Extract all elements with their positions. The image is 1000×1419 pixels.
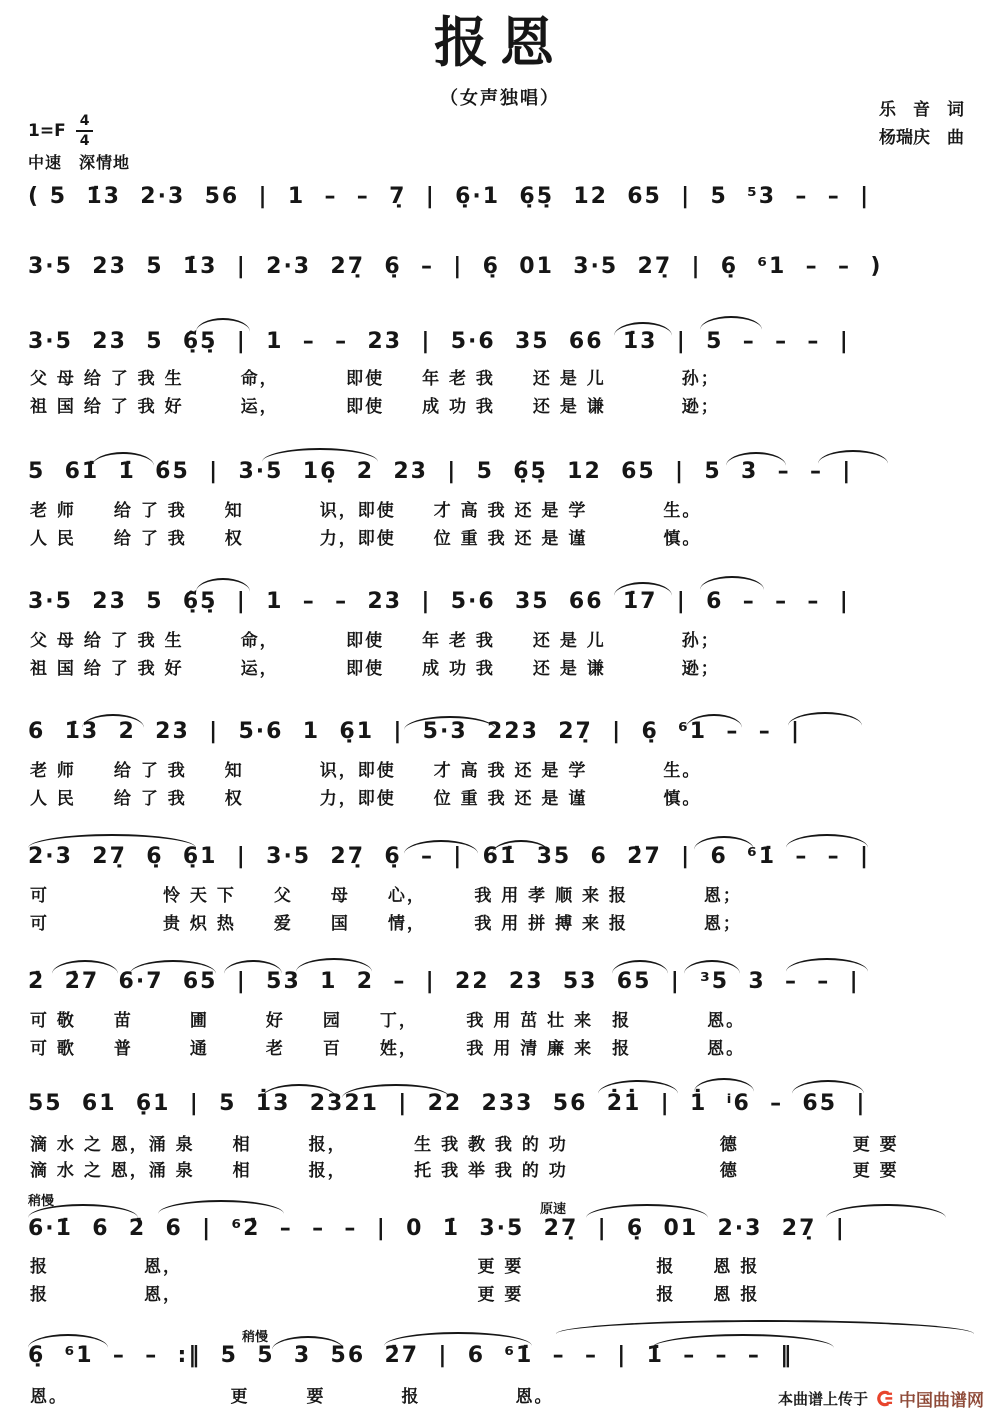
notation-line-3: 3·5 23 5 6̣̃5̣ | 1 – – 23 | 5·6 35 66 1̇3 | 5 – – – | — [28, 329, 850, 354]
slur-arc — [384, 1332, 532, 1346]
credits — [879, 96, 964, 152]
key-label: 1=F — [28, 121, 66, 141]
lyrics-line-10-verse-1: 报 恩， 更 要 报 恩 报 — [30, 1257, 760, 1277]
time-signature — [76, 114, 94, 148]
slur-arc — [262, 1084, 336, 1098]
slur-arc — [556, 1320, 974, 1334]
notation-line-6: 6 1̇3 2 23 | 5·6 1 6̣1 | 5·3 223 27̣ | 6̣ ⁶1 – – | — [28, 719, 802, 744]
tempo-marking: 中速 深情地 — [28, 153, 131, 172]
slur-arc — [196, 578, 250, 592]
slur-arc — [818, 450, 888, 464]
slur-arc — [224, 960, 282, 974]
slur-arc — [726, 452, 786, 466]
lyrics-line-3-verse-2: 祖 国 给 了 我 好 运， 即使 成 功 我 还 是 谦 逊； — [30, 397, 720, 417]
slur-arc — [296, 958, 372, 972]
slur-arc — [28, 1334, 108, 1348]
slur-arc — [786, 834, 868, 848]
watermark-site: 中国曲谱网 — [899, 1391, 984, 1411]
slur-arc — [684, 960, 740, 974]
notation-line-1: ( 5 1̇3 2·3 56 | 1 – – 7̣ | 6̣·1 6̣5̣ 12 65 | 5 ⁵3 – – | — [28, 184, 871, 209]
lyrics-line-6-verse-1: 老 师 给 了 我 知 识，即使 才 高 我 还 是 学 生。 — [30, 761, 702, 781]
lyrics-line-8-verse-2: 可 歌 普 通 老 百 姓， 我 用 清 廉 来 报 恩。 — [30, 1039, 746, 1059]
slur-arc — [792, 1080, 864, 1094]
lyrics-line-5-verse-1: 父 母 给 了 我 生 命， 即使 年 老 我 还 是 儿 孙； — [30, 631, 720, 651]
slur-arc — [652, 1334, 834, 1348]
tempo-mark-atempo: 原速 — [540, 1202, 567, 1217]
slur-arc — [92, 452, 154, 466]
notation-line-11: 6̣ ⁶1 – – :‖ 5 5 3 56 2̇7 | 6 ⁶1̇ – – | 1̇ – – – ‖ — [28, 1343, 794, 1368]
slur-arc — [598, 1080, 678, 1094]
notation-line-8: 2̇ 2̇7 6·7 65 | 53 1 2 – | 22 23 53 65 | ³5 3 – – | — [28, 969, 860, 994]
lyrics-line-3-verse-1: 父 母 给 了 我 生 命， 即使 年 老 我 还 是 儿 孙； — [30, 369, 720, 389]
lyrics-line-9-verse-2: 滴 水 之 恩，涌 泉 相 报， 托 我 举 我 的 功 德 更 要 — [30, 1161, 899, 1181]
notation-line-7: 2·3 27̣ 6̣ 6̣1 | 3·5 27̣ 6̣ – | 61̇ 35 6 2̇7 | 6 ⁶1̇ – – | — [28, 844, 870, 869]
slur-arc — [700, 316, 762, 330]
lyrics-line-10-verse-2: 报 恩， 更 要 报 恩 报 — [30, 1285, 760, 1305]
slur-arc — [272, 1336, 344, 1350]
notation-line-9: 55 61 6̣1 | 5 1̇3 2321 | 22 233 56 2̇1̇ | 1̇ ⁱ6 – 65 | — [28, 1091, 867, 1116]
lyricist-credit: 乐 音 词 — [879, 100, 964, 120]
lyrics-line-11: 恩。 更 要 报 恩。 — [30, 1387, 554, 1407]
notation-line-10: 6·1̇ 6 2̇ 6 | ⁶2̇ – – – | 0 1̇ 3·5 27̣ | 6̣ 01 2·3 27̣ | — [28, 1216, 846, 1241]
slur-arc — [700, 576, 764, 590]
lyrics-line-5-verse-2: 祖 国 给 了 我 好 运， 即使 成 功 我 还 是 谦 逊； — [30, 659, 720, 679]
slur-arc — [262, 448, 378, 462]
qupuwang-logo-icon — [874, 1389, 893, 1408]
song-subtitle: （女声独唱） — [440, 88, 560, 109]
time-signature-denominator: 4 — [79, 133, 90, 149]
song-title: 报恩 — [434, 11, 566, 74]
slur-arc — [196, 318, 250, 332]
time-signature-numerator: 4 — [76, 114, 94, 132]
slur-arc — [614, 322, 672, 336]
tempo-mark-slower-1: 稍慢 — [28, 1194, 55, 1209]
lyrics-line-4-verse-2: 人 民 给 了 我 权 力，即使 位 重 我 还 是 谨 慎。 — [30, 529, 702, 549]
slur-arc — [612, 960, 668, 974]
notation-line-2: 3·5 23 5 1̇3 | 2·3 27̣ 6̣ – | 6̣ 01 3·5 27̣ | 6̣ ⁶1 – – ) — [28, 254, 883, 279]
lyrics-line-7-verse-1: 可 怜 天 下 父 母 心， 我 用 孝 顺 来 报 恩； — [30, 886, 742, 906]
slur-arc — [694, 836, 754, 850]
lyrics-line-9-verse-1: 滴 水 之 恩，涌 泉 相 报， 生 我 教 我 的 功 德 更 要 — [30, 1135, 899, 1155]
notation-line-5: 3·5 23 5 6̣̃5̣ | 1 – – 23 | 5·6 35 66 1̇7 | 6 – – – | — [28, 589, 850, 614]
slur-arc — [52, 960, 118, 974]
slur-arc — [158, 1200, 284, 1214]
slur-arc — [130, 960, 216, 974]
slur-arc — [694, 1078, 754, 1092]
lyrics-line-6-verse-2: 人 民 给 了 我 权 力，即使 位 重 我 还 是 谨 慎。 — [30, 789, 702, 809]
slur-arc — [342, 1084, 450, 1098]
lyrics-line-8-verse-1: 可 敬 苗 圃 好 园 丁， 我 用 茁 壮 来 报 恩。 — [30, 1011, 746, 1031]
slur-arc — [788, 712, 862, 726]
watermark-prefix: 本曲谱上传于 — [777, 1390, 868, 1408]
lyrics-line-7-verse-2: 可 贵 炽 热 爱 国 情， 我 用 拼 搏 来 报 恩； — [30, 914, 742, 934]
composer-credit: 杨瑞庆 曲 — [879, 128, 964, 149]
slur-arc — [614, 582, 672, 596]
key-signature — [28, 114, 93, 148]
notation-line-4: 5 61̇ 1̇ 6̃5 | 3·5 16̣ 2 23 | 5 6̣̃5̣ 12 65 | 5 3 – – | — [28, 459, 853, 484]
slur-arc — [786, 958, 868, 972]
slur-arc — [686, 714, 742, 728]
slur-arc — [28, 834, 196, 848]
slur-arc — [586, 1204, 708, 1218]
watermark — [778, 1386, 984, 1411]
tempo-mark-slower-2: 稍慢 — [242, 1330, 269, 1345]
slur-arc — [82, 714, 144, 728]
slur-arc — [826, 1204, 946, 1218]
lyrics-line-4-verse-1: 老 师 给 了 我 知 识，即使 才 高 我 还 是 学 生。 — [30, 501, 702, 521]
